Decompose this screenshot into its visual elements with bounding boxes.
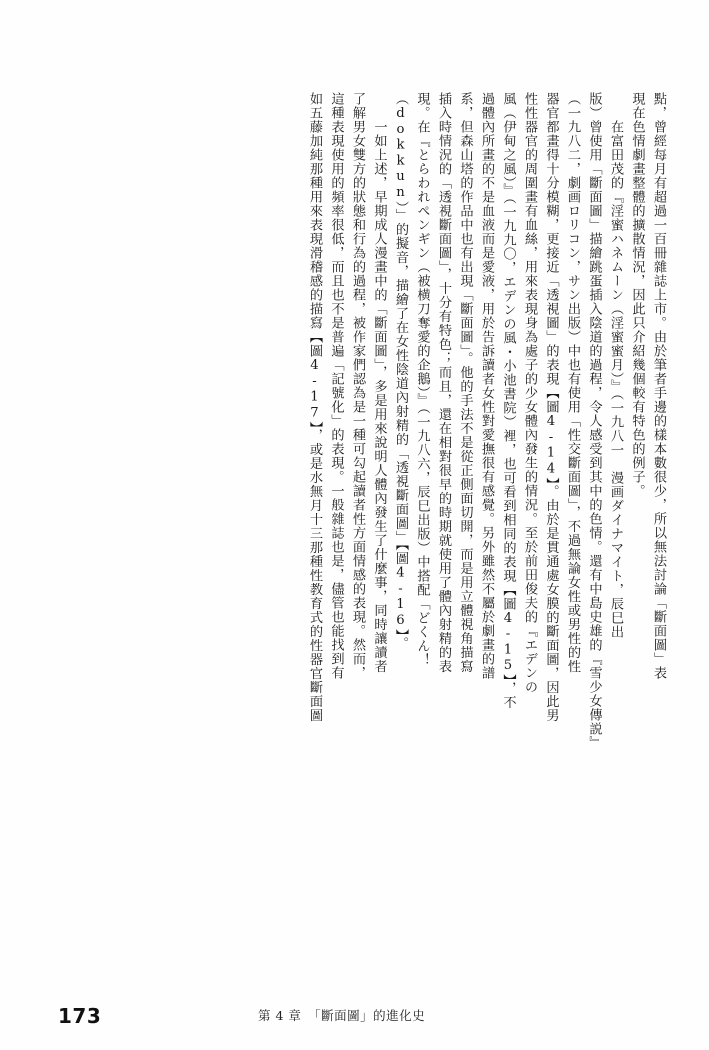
page-number: 173 [58, 1004, 102, 1028]
text-column: 現在色情劇畫整體的擴散情況，因此只介紹幾個較有特色的例子。 [629, 92, 645, 498]
text-column: （dokkun）」的擬音，描繪了在女性陰道內射精的「透視斷面圖」【圖4-16】。 [393, 92, 408, 651]
text-column: 過體內所畫的不是血液而是愛液，用於告訴讀者女性對愛撫很有感覺。另外雖然不屬於劇畫的譜 [479, 92, 494, 680]
text-column: 在富田茂的『淫蜜ハネムーン（淫蜜蜜月）』（一九八一 漫画ダイナマイト，辰巳出 [608, 92, 623, 639]
chapter-label: 第 4 章 「斷面圖」的進化史 [258, 1008, 426, 1023]
text-column: 這種表現使用的頻率很低，而且也不是普遍「記號化」的表現。一般雜誌也是，儘管也能找到有 [328, 92, 344, 680]
text-column: （一九八二，劇画ロリコン，サン出版）中也有使用「性交斷面圖」，不過無論女性或男性的性 [565, 92, 580, 674]
text-column: 性性器官的周圍畫有血絲，用來表現身為處子的少女體內發生的情況。至於前田俊夫的『エデンの [522, 92, 537, 694]
page-footer [0, 998, 709, 1028]
text-column: 現。在『とらわれペンギン（被横刀奪愛的企鵝）』（一九八六，辰巳出版）中搭配「どくん！ [414, 92, 430, 667]
text-column: 一如上述，早期成人漫畫中的「斷面圖」，多是用來說明人體內發生了什麼事，同時讓讀者 [371, 92, 387, 674]
text-column: 如五藤加純那種用來表現滑稽感的描寫【圖4-17】，或是水無月十三那種性教育式的性器官斷面圖 [307, 92, 322, 723]
text-column: 點，曾經每月有超過一百冊雜誌上市。由於筆者手邊的樣本數很少，所以無法討論「斷面圖」表 [651, 92, 666, 680]
text-column: 版）曾使用「斷面圖」描繪跳蛋插入陰道的過程，令人感受到其中的色情。還有中島史雄的『雪少女傳説』 [586, 92, 602, 750]
text-column: 插入時情況的「透視斷面圖」，十分有特色；而且，還在相對很早的時期就使用了體內射精的表 [436, 92, 451, 674]
text-column: 器官都畫得十分模糊，更接近「透視圖」的表現【圖4-14】。由於是貫通處女膜的斷面圖，因此男 [543, 92, 559, 723]
text-column: 風（伊甸之風）』（一九九〇，エデンの風・小池書院）裡，也可看到相同的表現【圖4-15】，不 [500, 92, 516, 710]
text-column: 系，但森山塔的作品中也有出現「斷面圖」。他的手法不是從正側面切開，而是用立體視角描寫 [457, 92, 473, 674]
vertical-text-body [48, 92, 669, 952]
text-column: 了解男女雙方的狀態和行為的過程，被作家們認為是一種可勾起讀者性方面情感的表現。然而， [350, 92, 365, 680]
